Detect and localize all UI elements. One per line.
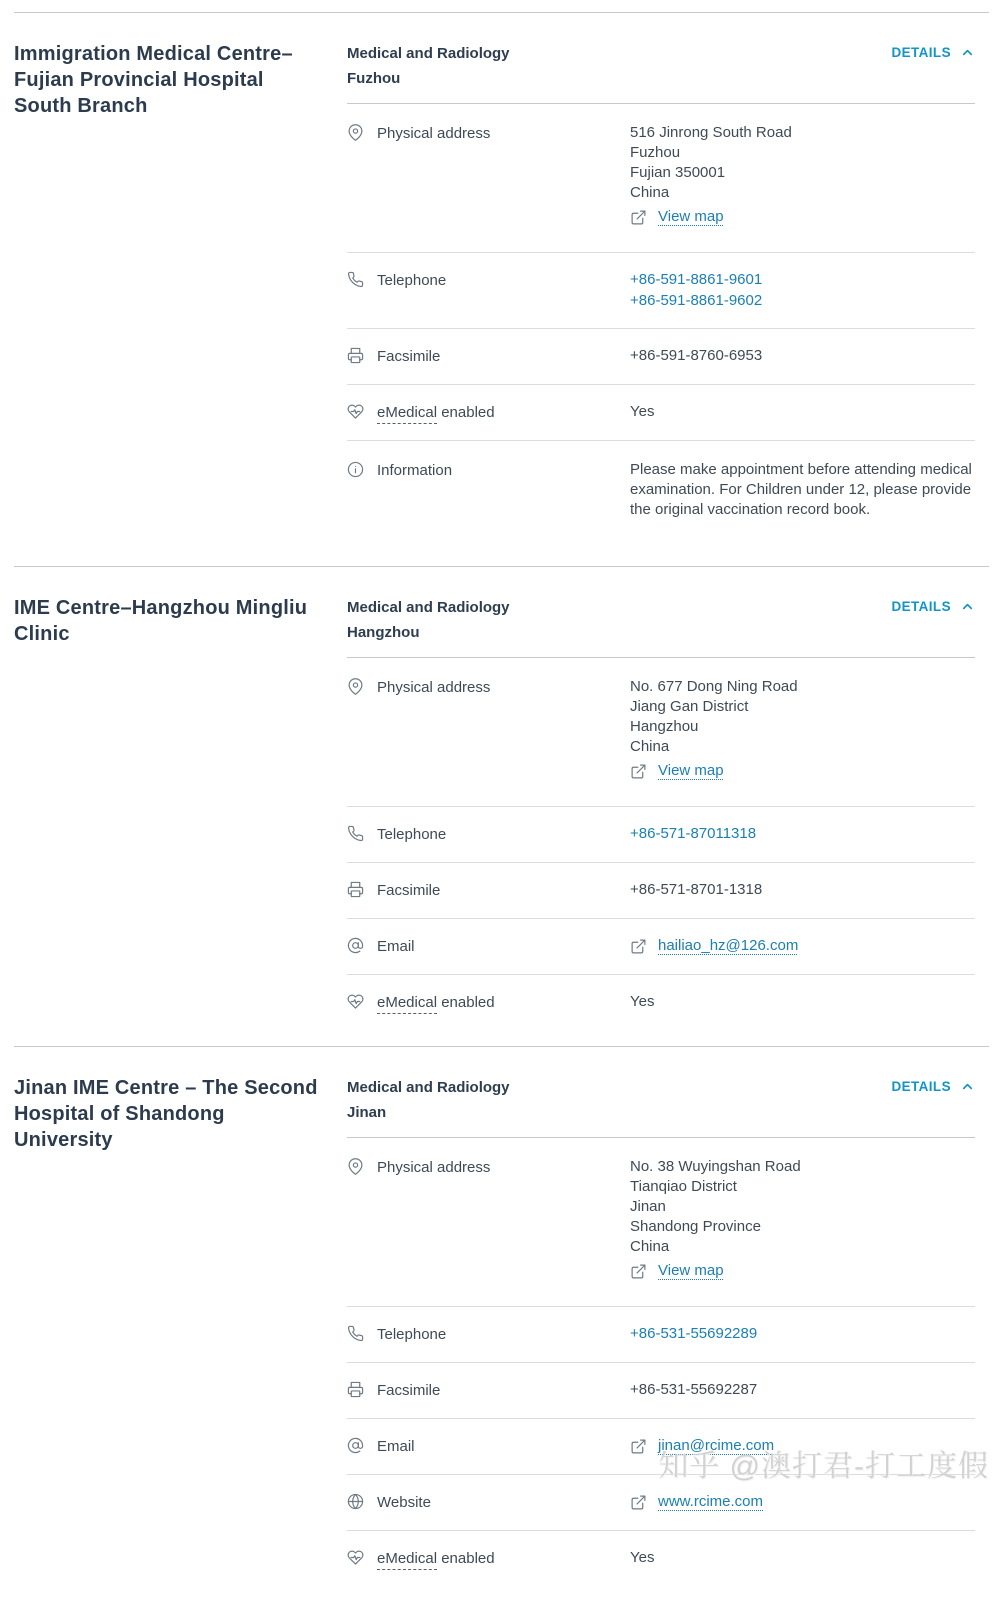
info-icon xyxy=(347,461,364,478)
zhihu-watermark: 知乎 @澳打君-打工度假 xyxy=(658,1450,989,1483)
facsimile-row xyxy=(347,329,975,385)
emedical-value: Yes xyxy=(630,403,655,420)
centre-card-jinan xyxy=(14,1046,989,1602)
address-line: No. 677 Dong Ning Road xyxy=(630,678,798,695)
address-line: Tianqiao District xyxy=(630,1178,737,1195)
address-line: China xyxy=(630,1238,670,1255)
map-pin-icon xyxy=(347,124,364,141)
physical-address-row xyxy=(347,658,975,807)
centre-header xyxy=(347,41,975,104)
map-pin-icon xyxy=(347,1158,364,1175)
centre-title: IME Centre–Hangzhou Mingliu Clinic xyxy=(14,597,308,645)
chevron-up-icon xyxy=(960,599,975,614)
email-row xyxy=(347,1419,975,1475)
at-sign-icon xyxy=(347,937,364,954)
details-label: DETAILS xyxy=(891,599,951,614)
centre-card-fuzhou xyxy=(14,12,989,566)
centre-detail-column xyxy=(347,1075,989,1586)
information-row xyxy=(347,441,975,550)
emedical-term[interactable]: eMedical xyxy=(377,404,437,424)
address-line: No. 38 Wuyingshan Road xyxy=(630,1158,801,1175)
centre-detail-column xyxy=(347,595,989,1030)
row-label-text: Facsimile xyxy=(377,882,441,899)
emedical-row xyxy=(347,385,975,441)
details-label: DETAILS xyxy=(891,45,951,60)
email-row xyxy=(347,919,975,975)
emedical-row xyxy=(347,975,975,1030)
external-link-icon xyxy=(630,1494,647,1511)
centre-title-column xyxy=(14,595,347,1030)
view-map-link[interactable]: View map xyxy=(630,761,975,781)
phone-icon xyxy=(347,825,364,842)
row-label-text: Physical address xyxy=(377,1159,491,1176)
row-label-text: Physical address xyxy=(377,125,491,142)
heart-pulse-icon xyxy=(347,403,364,420)
view-map-link[interactable]: View map xyxy=(630,1261,975,1281)
address-line: China xyxy=(630,184,670,201)
telephone-link[interactable]: +86-591-8861-9602 xyxy=(630,292,763,309)
address-line: Fuzhou xyxy=(630,144,681,161)
centre-subtitle xyxy=(347,595,510,645)
at-sign-icon xyxy=(347,1437,364,1454)
information-text: Please make appointment before attending medical examination. For Children under 12, please provide the original vaccination record book. xyxy=(630,461,972,518)
email-link[interactable]: jinan@rcime.com xyxy=(630,1436,975,1456)
facsimile-value: +86-571-8701-1318 xyxy=(630,881,763,898)
phone-icon xyxy=(347,271,364,288)
row-label-text: Telephone xyxy=(377,826,447,843)
centre-title: Immigration Medical Centre–Fujian Provincial Hospital South Branch xyxy=(14,43,293,117)
centre-detail-column xyxy=(347,41,989,550)
telephone-row xyxy=(347,253,975,329)
phone-icon xyxy=(347,1325,364,1342)
centre-subtitle xyxy=(347,1075,510,1125)
heart-pulse-icon xyxy=(347,993,364,1010)
website-link[interactable]: www.rcime.com xyxy=(630,1492,975,1512)
external-link-icon xyxy=(630,1263,647,1280)
external-link-icon xyxy=(630,763,647,780)
email-link[interactable]: hailiao_hz@126.com xyxy=(630,936,975,956)
row-label-text: Telephone xyxy=(377,272,447,289)
row-label-text: Email xyxy=(377,1438,415,1455)
physical-address-row xyxy=(347,1138,975,1307)
details-button[interactable] xyxy=(891,1079,975,1094)
centre-subtitle xyxy=(347,41,510,91)
centre-title-column xyxy=(14,41,347,550)
row-label-text: Email xyxy=(377,938,415,955)
emedical-row xyxy=(347,1531,975,1586)
centre-city: Jinan xyxy=(347,1104,387,1121)
centre-category: Medical and Radiology xyxy=(347,1079,510,1096)
view-map-link[interactable]: View map xyxy=(630,207,975,227)
row-label-text: Website xyxy=(377,1494,431,1511)
chevron-up-icon xyxy=(960,1079,975,1094)
row-label-text: eMedical enabled xyxy=(377,1548,495,1569)
map-pin-icon xyxy=(347,678,364,695)
telephone-row xyxy=(347,807,975,863)
fax-icon xyxy=(347,1381,364,1398)
physical-address-row xyxy=(347,104,975,253)
external-link-icon xyxy=(630,938,647,955)
facsimile-row xyxy=(347,1363,975,1419)
row-label-text: Information xyxy=(377,462,453,479)
centre-header xyxy=(347,595,975,658)
emedical-term[interactable]: eMedical xyxy=(377,994,437,1014)
website-row xyxy=(347,1475,975,1531)
centre-title: Jinan IME Centre – The Second Hospital of Shandong University xyxy=(14,1077,318,1151)
external-link-icon xyxy=(630,1438,647,1455)
external-link-icon xyxy=(630,209,647,226)
address-line: Jinan xyxy=(630,1198,666,1215)
telephone-link[interactable]: +86-591-8861-9601 xyxy=(630,271,763,288)
emedical-value: Yes xyxy=(630,1549,655,1566)
telephone-link[interactable]: +86-571-87011318 xyxy=(630,825,757,842)
details-label: DETAILS xyxy=(891,1079,951,1094)
details-button[interactable] xyxy=(891,599,975,614)
row-label-text: Telephone xyxy=(377,1326,447,1343)
centre-category: Medical and Radiology xyxy=(347,45,510,62)
centre-city: Fuzhou xyxy=(347,70,401,87)
telephone-row xyxy=(347,1307,975,1363)
centre-card-hangzhou xyxy=(14,566,989,1046)
heart-pulse-icon xyxy=(347,1549,364,1566)
row-label-text: Physical address xyxy=(377,679,491,696)
fax-icon xyxy=(347,881,364,898)
telephone-link[interactable]: +86-531-55692289 xyxy=(630,1325,758,1342)
row-label-text: Facsimile xyxy=(377,348,441,365)
address-line: Fujian 350001 xyxy=(630,164,726,181)
address-line: Jiang Gan District xyxy=(630,698,749,715)
centre-category: Medical and Radiology xyxy=(347,599,510,616)
facsimile-value: +86-531-55692287 xyxy=(630,1381,758,1398)
address-line: 516 Jinrong South Road xyxy=(630,124,792,141)
address-line: China xyxy=(630,738,670,755)
emedical-value: Yes xyxy=(630,993,655,1010)
globe-icon xyxy=(347,1493,364,1510)
facsimile-row xyxy=(347,863,975,919)
emedical-term[interactable]: eMedical xyxy=(377,1550,437,1570)
row-label-text: Facsimile xyxy=(377,1382,441,1399)
fax-icon xyxy=(347,347,364,364)
chevron-up-icon xyxy=(960,45,975,60)
row-label-text: eMedical enabled xyxy=(377,992,495,1013)
facsimile-value: +86-591-8760-6953 xyxy=(630,347,763,364)
centre-header xyxy=(347,1075,975,1138)
centre-city: Hangzhou xyxy=(347,624,420,641)
address-line: Shandong Province xyxy=(630,1218,761,1235)
details-button[interactable] xyxy=(891,45,975,60)
row-label-text: eMedical enabled xyxy=(377,402,495,423)
address-line: Hangzhou xyxy=(630,718,699,735)
centre-title-column xyxy=(14,1075,347,1586)
